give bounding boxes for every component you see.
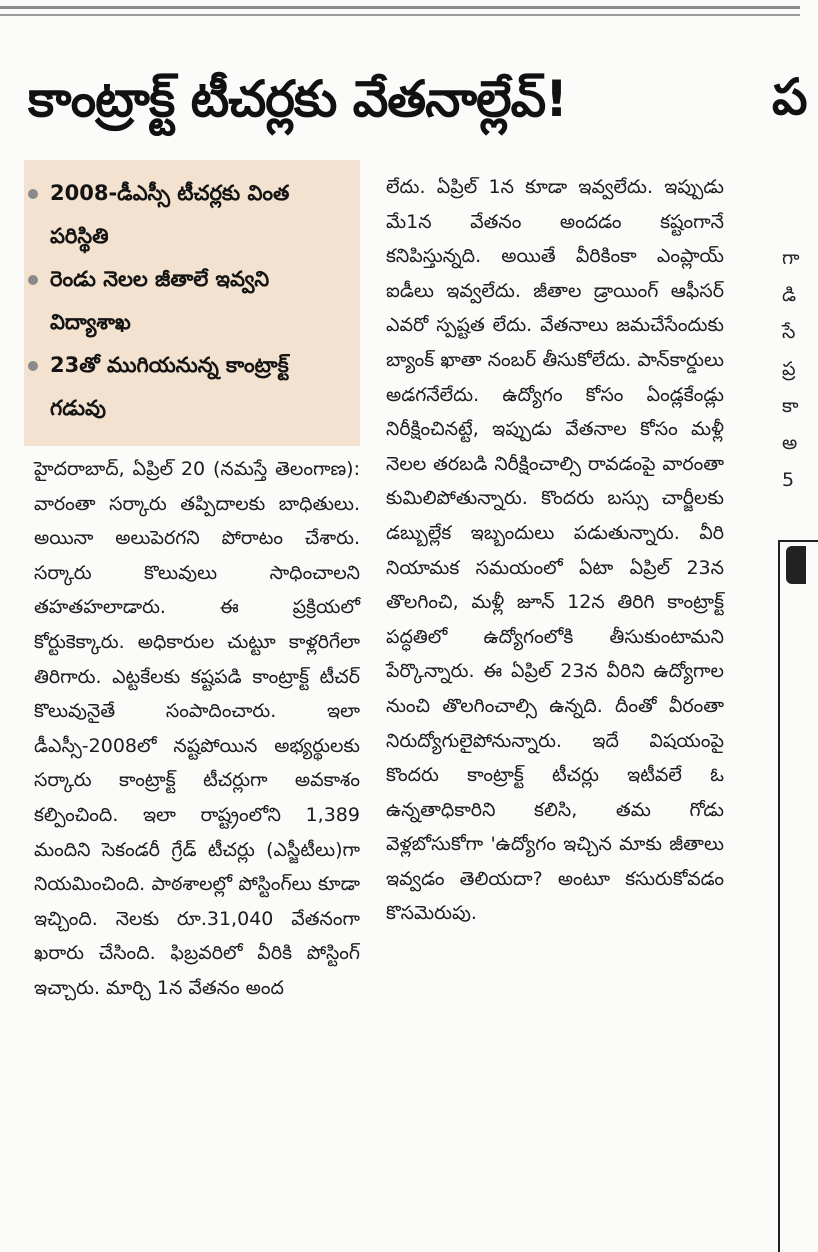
bullet-icon (28, 275, 38, 285)
next-article-headline-fragment: ప (772, 68, 808, 126)
article-body-right-column: లేదు. ఏప్రిల్ 1న కూడా ఇవ్వలేదు. ఇప్పుడు మే1న వేతనం అందడం కష్టంగానే కనిపిస్తున్నది. అయితే వీరికింకా ఎంప్లాయ్ ఐడీలు ఇవ్వలేదు. జీతాల డ్రాయింగ్ ఆఫీసర్ ఎవరో స్పష్టత లేదు. వేతనాలు జమచేసేందుకు బ్యాంక్ ఖాతా నంబర్ తీసుకోలేదు. పాన్‌కార్డులు అడగనేలేదు. ఉద్యోగం కోసం ఏండ్లకేండ్లు నిరీక్షించినట్టే, ఇప్పుడు వేతనాల కోసం మళ్లీ నెలల తరబడి నిరీక్షించాల్సి రావడంపై వారంతా కుమిలిపోతున్నారు. కొందరు బస్సు చార్జీలకు డబ్బుల్లేక ఇబ్బందులు పడుతున్నారు. వీరి నియామక సమయంలో ఏటా ఏప్రిల్ 23న తొలగించి, మళ్లీ జూన్ 12న తిరిగి కాంట్రాక్ట్ పద్ధతిలో ఉద్యోగంలోకి తీసుకుంటామని పేర్కొన్నారు. ఈ ఏప్రిల్ 23న వీరిని ఉద్యోగాల నుంచి తొలగించాల్సి ఉన్నది. దీంతో వీరంతా నిరుద్యోగులైపోనున్నారు. ఇదే విషయంపై కొందరు కాంట్రాక్ట్ టీచర్లు ఇటీవలే ఓ ఉన్నతాధికారిని కలిసి, తమ గోడు వెళ్లబోసుకోగా 'ఉద్యోగం ఇచ్చిన మాకు జీతాలు ఇవ్వడం తెలియదా? అంటూ కసురుకోవడం కొసమెరుపు. (386, 176, 724, 925)
highlight-item (50, 258, 350, 344)
bullet-icon (28, 189, 38, 199)
fragment-line: ప్ర (782, 358, 796, 380)
highlights-box (24, 160, 360, 446)
adjacent-article-border (778, 540, 818, 1252)
highlight-text: 2008-డీఎస్సీ టీచర్లకు వింత పరిస్థితి (50, 181, 290, 248)
fragment-line: కా (782, 395, 799, 417)
article-headline: కాంట్రాక్ట్ టీచర్లకు వేతనాల్లేవ్! (28, 70, 567, 128)
article-body-left-column: హైదరాబాద్, ఏప్రిల్ 20 (నమస్తే తెలంగాణ): వారంతా సర్కారు తప్పిదాలకు బాధితులు. అయినా అలుపెరగని పోరాటం చేశారు. సర్కారు కొలువులు సాధించాలని తహతహలాడారు. ఈ ప్రక్రియలో కోర్టుకెక్కారు. అధికారుల చుట్టూ కాళ్లరిగేలా తిరిగారు. ఎట్టకేలకు కష్టపడి కాంట్రాక్ట్ టీచర్ కొలువునైతే సంపాదించారు. ఇలా డీఎస్సీ-2008లో నష్టపోయిన అభ్యర్థులకు సర్కారు కాంట్రాక్ట్ టీచర్లుగా అవకాశం కల్పించింది. ఇలా రాష్ట్రంలోని 1,389 మందిని సెకండరీ గ్రేడ్ టీచర్లు (ఎస్జీటీలు)గా నియమించింది. పాఠశాలల్లో పోస్టింగ్‌లు కూడా ఇచ్చింది. నెలకు రూ.31,040 వేతనంగా ఖరారు చేసింది. ఫిబ్రవరిలో వీరికి పోస్టింగ్ ఇచ్చారు. మార్చి 1న వేతనం అంద (34, 458, 360, 999)
top-rule-thin (0, 14, 800, 16)
fragment-line: అ (782, 432, 798, 454)
fragment-line: డి (782, 284, 797, 306)
bullet-icon (28, 361, 38, 371)
highlight-item (50, 344, 350, 430)
fragment-line: సే (782, 321, 796, 343)
top-rule (0, 6, 800, 9)
adjacent-article-tab (786, 546, 806, 584)
fragment-line: గా (782, 247, 800, 269)
fragment-line: 5 (782, 469, 795, 491)
highlight-text: 23తో ముగియనున్న కాంట్రాక్ట్ గడువు (50, 353, 289, 420)
highlight-text: రెండు నెలల జీతాలే ఇవ్వని విద్యాశాఖ (50, 267, 270, 334)
adjacent-article-fragment (782, 240, 800, 499)
highlight-item (50, 172, 350, 258)
